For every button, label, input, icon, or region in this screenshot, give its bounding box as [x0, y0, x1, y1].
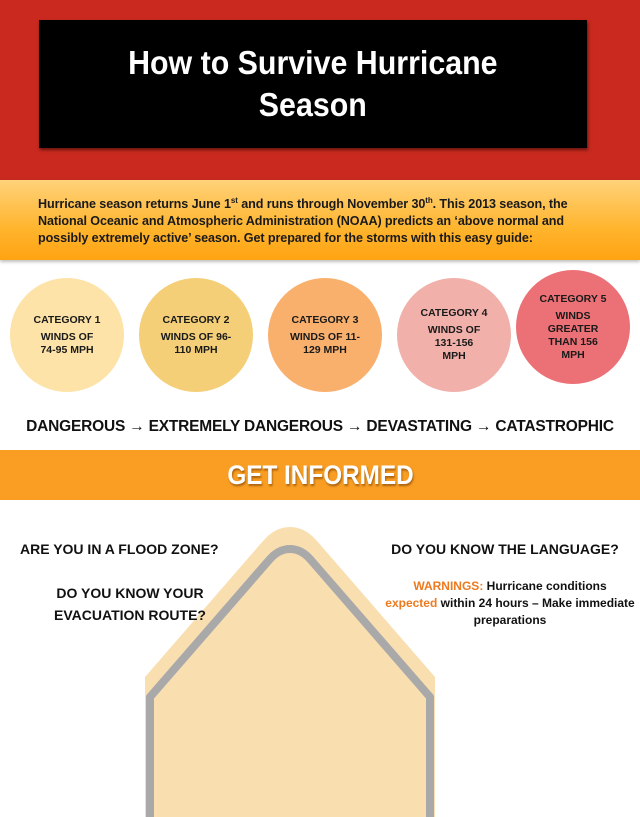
evacuation-line-1: DO YOU KNOW YOUR: [56, 585, 204, 601]
flood-zone-question: ARE YOU IN A FLOOD ZONE?: [20, 541, 219, 557]
language-question: DO YOU KNOW THE LANGUAGE?: [391, 541, 619, 557]
title-box: [39, 20, 587, 148]
evacuation-line-2: EVACUATION ROUTE?: [54, 607, 206, 623]
danger-scale: DANGEROUS → EXTREMELY DANGEROUS → DEVASTATING → CATASTROPHIC: [26, 418, 614, 435]
page-title: [128, 42, 497, 126]
header-band: [0, 0, 640, 180]
intro-band: [0, 180, 640, 260]
category-label: CATEGORY 1: [33, 313, 101, 326]
intro-text-1: Hurricane season returns June 1: [38, 197, 231, 212]
intro-sup-1: st: [230, 196, 238, 205]
intro-text-3: . This 2013 season, the National Oceanic and Atmospheric Administration (NOAA) predicts an ‘above normal and possibly extremely active’ season. Get prepared for the storms with this easy guide:: [38, 197, 568, 246]
category-4-circle: [397, 278, 511, 392]
warning-text-2: within 24 hours – Make immediate preparations: [437, 596, 635, 627]
category-winds: WINDS GREATER THAN 156 MPH: [547, 309, 599, 361]
category-winds: WINDS OF 74-95 MPH: [40, 330, 94, 356]
title-line-2: Season: [258, 86, 367, 123]
get-informed-band: [0, 450, 640, 500]
warning-highlight: expected: [385, 596, 438, 610]
category-label: CATEGORY 3: [291, 313, 359, 326]
intro-text-2: and runs through November 30: [237, 197, 426, 212]
intro-sup-2: th: [425, 196, 433, 205]
category-label: CATEGORY 2: [162, 313, 230, 326]
category-1-circle: [10, 278, 124, 392]
warning-sign-icon: [145, 527, 438, 817]
category-winds: WINDS OF 131-156 MPH: [427, 324, 481, 362]
warning-text-1: Hurricane conditions: [483, 579, 607, 593]
warnings-label: WARNINGS:: [413, 579, 484, 593]
category-5-circle: [516, 270, 630, 384]
section-title: GET INFORMED: [226, 459, 414, 490]
category-label: CATEGORY 5: [539, 292, 607, 305]
warnings-definition: [380, 578, 640, 629]
category-winds: WINDS OF 96-110 MPH: [160, 330, 232, 356]
category-2-circle: [139, 278, 253, 392]
category-3-circle: [268, 278, 382, 392]
category-circles: [0, 278, 640, 393]
category-label: CATEGORY 4: [420, 307, 488, 319]
evacuation-route-question: [30, 582, 230, 626]
category-winds: WINDS OF 11-129 MPH: [289, 330, 360, 356]
intro-paragraph: [38, 192, 608, 247]
title-line-1: How to Survive Hurricane: [128, 44, 498, 81]
